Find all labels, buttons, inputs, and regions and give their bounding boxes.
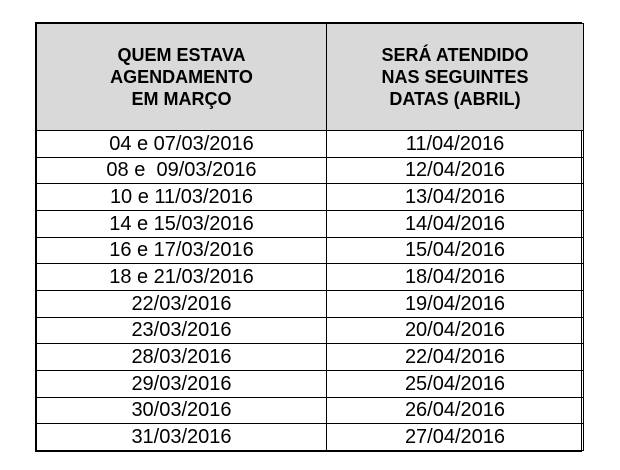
header-april-column: SERÁ ATENDIDO NAS SEGUINTES DATAS (ABRIL) [327,24,584,131]
march-date-cell: 10 e 11/03/2016 [37,184,327,211]
march-date-cell: 29/03/2016 [37,370,327,397]
table-row [37,424,584,451]
march-date-cell: 23/03/2016 [37,317,327,344]
april-date-cell: 15/04/2016 [327,237,584,264]
schedule-table [36,23,584,451]
april-date-cell: 22/04/2016 [327,344,584,371]
april-date-cell: 19/04/2016 [327,290,584,317]
april-date-cell: 12/04/2016 [327,157,584,184]
table-row [37,344,584,371]
table-row [37,157,584,184]
march-date-cell: 28/03/2016 [37,344,327,371]
table-row [37,131,584,158]
march-date-cell: 08 e 09/03/2016 [37,157,327,184]
march-date-cell: 31/03/2016 [37,424,327,451]
table-row [37,237,584,264]
april-date-cell: 13/04/2016 [327,184,584,211]
header-march-column: QUEM ESTAVA AGENDAMENTO EM MARÇO [37,24,327,131]
april-date-cell: 20/04/2016 [327,317,584,344]
march-date-cell: 16 e 17/03/2016 [37,237,327,264]
table-row [37,370,584,397]
march-date-cell: 22/03/2016 [37,290,327,317]
march-date-cell: 14 e 15/03/2016 [37,210,327,237]
header-row [37,24,584,131]
table-row [37,290,584,317]
schedule-table-container [35,22,582,452]
april-date-cell: 26/04/2016 [327,397,584,424]
table-row [37,210,584,237]
april-date-cell: 18/04/2016 [327,264,584,291]
table-row [37,184,584,211]
table-header [37,24,584,131]
table-row [37,317,584,344]
march-date-cell: 30/03/2016 [37,397,327,424]
march-date-cell: 04 e 07/03/2016 [37,131,327,158]
april-date-cell: 11/04/2016 [327,131,584,158]
table-row [37,264,584,291]
table-body [37,131,584,451]
march-date-cell: 18 e 21/03/2016 [37,264,327,291]
table-row [37,397,584,424]
april-date-cell: 27/04/2016 [327,424,584,451]
april-date-cell: 25/04/2016 [327,370,584,397]
april-date-cell: 14/04/2016 [327,210,584,237]
